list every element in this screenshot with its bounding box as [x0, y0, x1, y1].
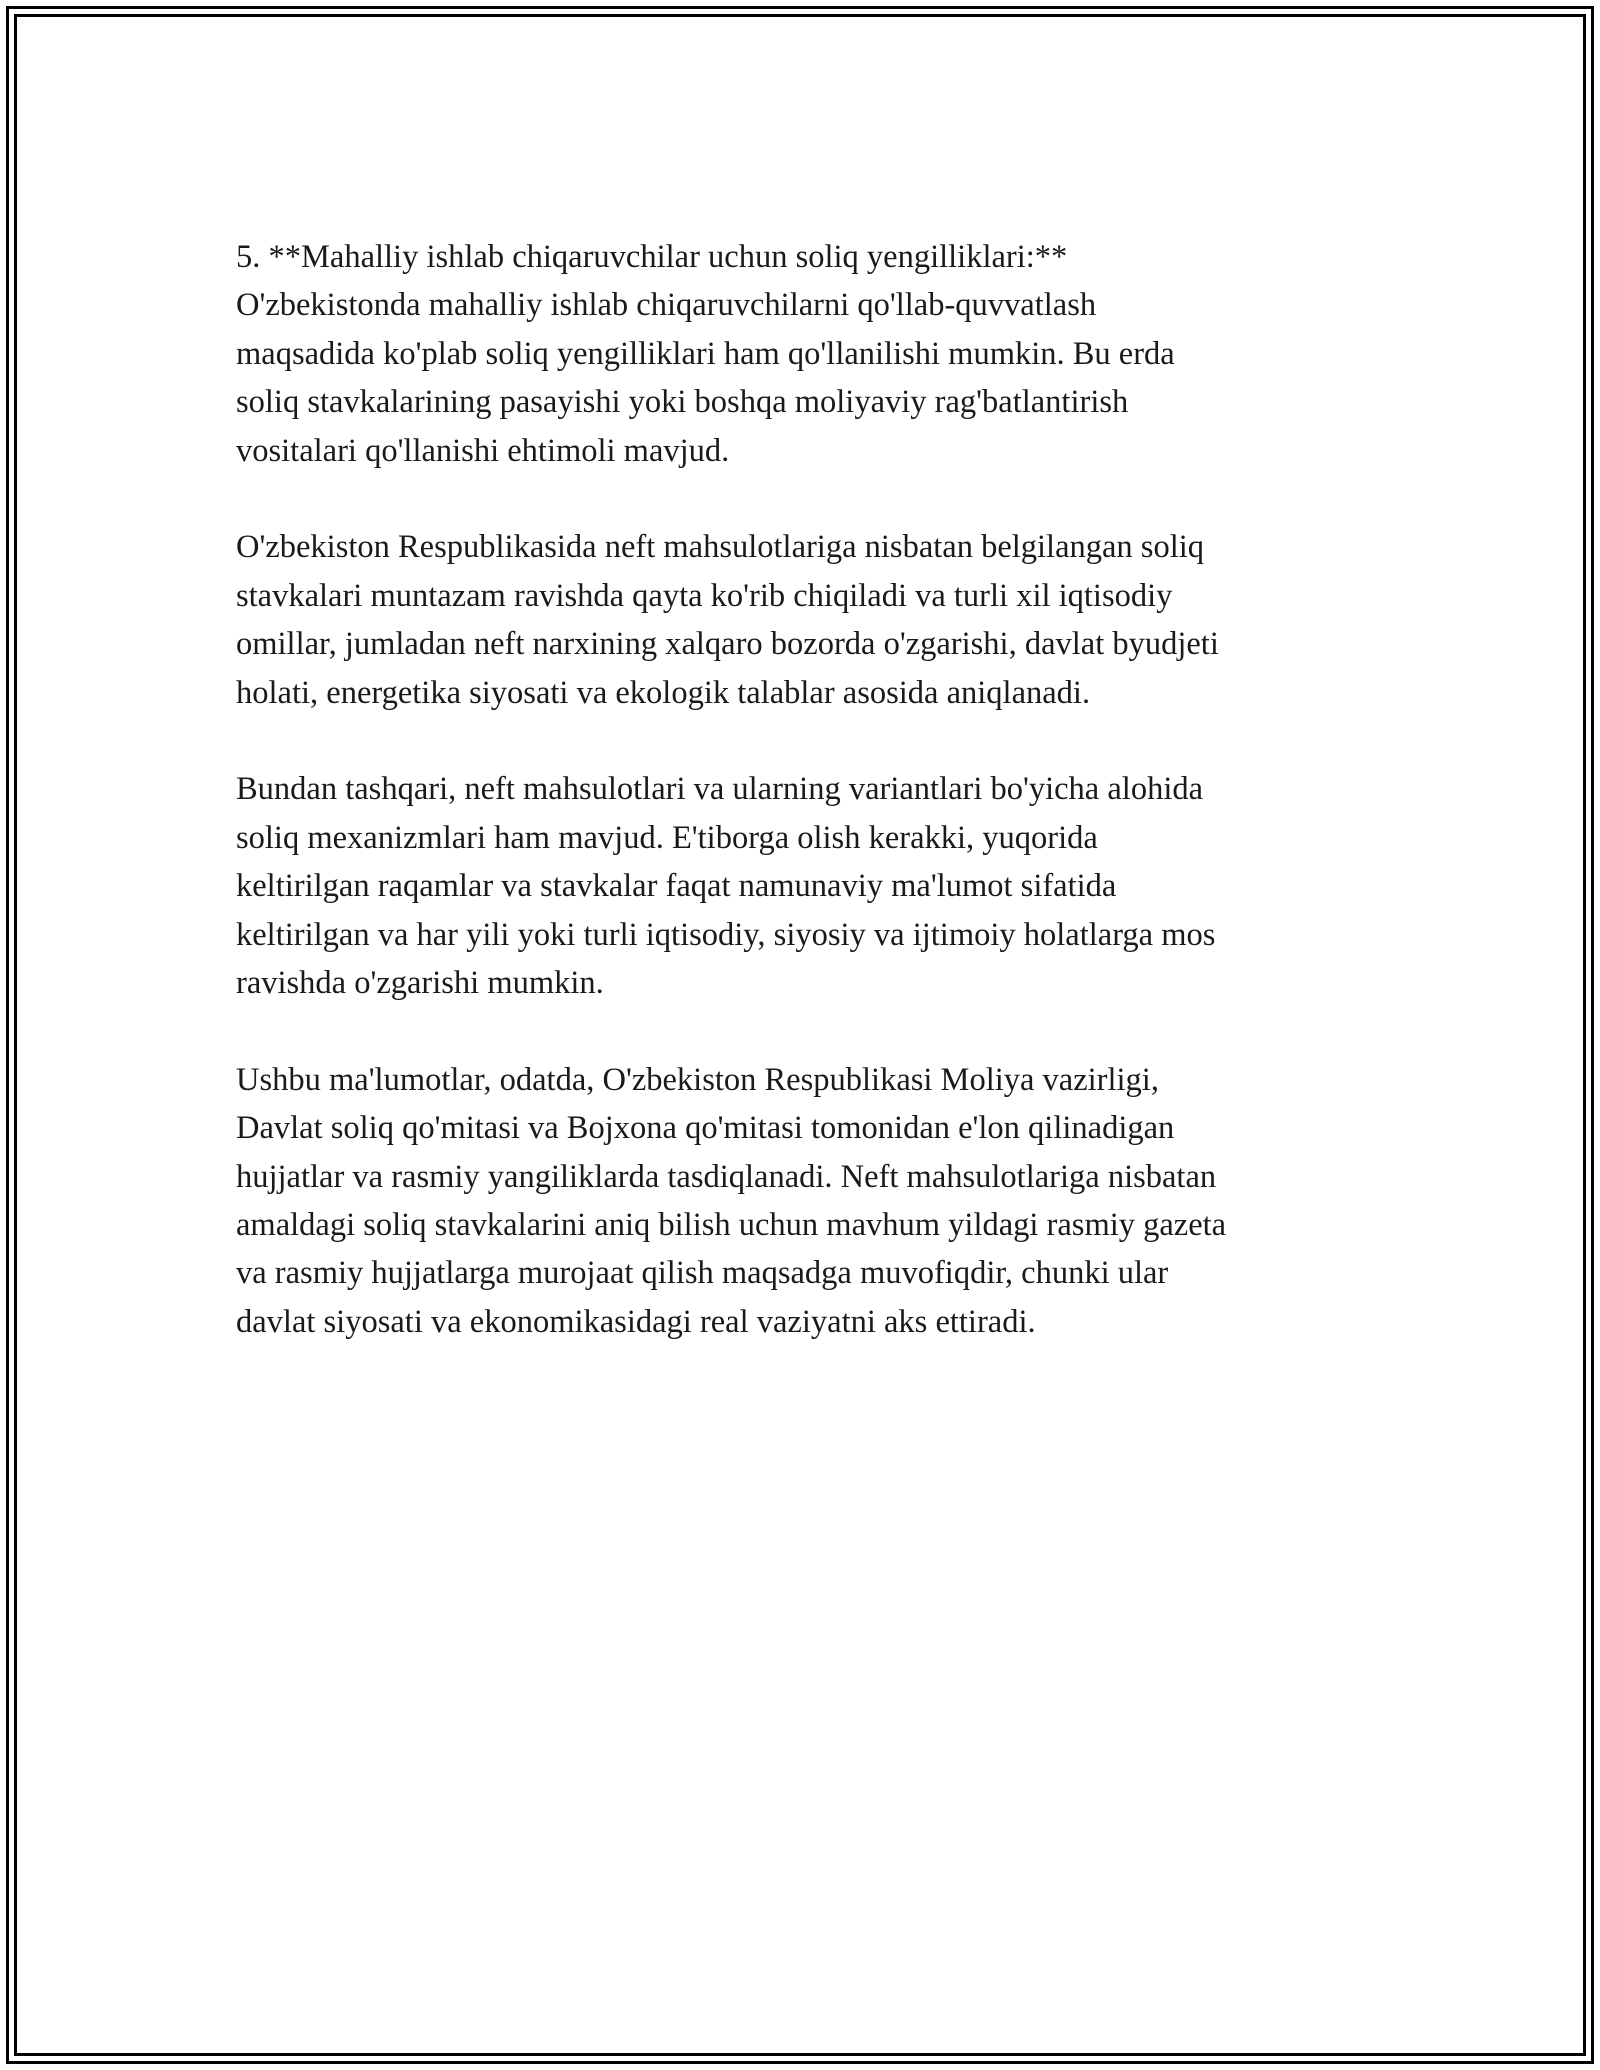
text-line: holati, energetika siyosati va ekologik talablar asosida aniqlanadi.	[236, 674, 1091, 711]
text-line: va rasmiy hujjatlarga murojaat qilish maqsadga muvofiqdir, chunki ular	[236, 1255, 1169, 1292]
paragraph-tax-mechanisms	[236, 765, 1376, 1007]
paragraph-tax-relief	[236, 233, 1376, 475]
text-line: omillar, jumladan neft narxining xalqaro bozorda o'zgarishi, davlat byudjeti	[236, 626, 1219, 663]
text-line: 5. **Mahalliy ishlab chiqaruvchilar uchun soliq yengilliklari:**	[236, 239, 1068, 275]
paragraph-official-sources	[236, 1056, 1376, 1346]
text-line: soliq mexanizmlari ham mavjud. E'tiborga olish kerakki, yuqorida	[236, 819, 1098, 856]
text-line: hujjatlar va rasmiy yangiliklarda tasdiqlanadi. Neft mahsulotlariga nisbatan	[236, 1158, 1217, 1195]
text-line: vositalari qo'llanishi ehtimoli mavjud.	[236, 432, 730, 469]
text-line: O'zbekistonda mahalliy ishlab chiqaruvchilarni qo'llab-quvvatlash	[236, 287, 1097, 324]
text-line: amaldagi soliq stavkalarini aniq bilish uchun mavhum yildagi rasmiy gazeta	[236, 1207, 1227, 1244]
text-line: Davlat soliq qo'mitasi va Bojxona qo'mitasi tomonidan e'lon qilinadigan	[236, 1110, 1175, 1147]
document-body	[236, 233, 1376, 1395]
text-line: soliq stavkalarining pasayishi yoki boshqa moliyaviy rag'batlantirish	[236, 384, 1129, 421]
paragraph-tax-rates	[236, 523, 1376, 717]
text-line: keltirilgan raqamlar va stavkalar faqat namunaviy ma'lumot sifatida	[236, 868, 1117, 905]
text-line: stavkalari muntazam ravishda qayta ko'rib chiqiladi va turli xil iqtisodiy	[236, 577, 1173, 614]
text-line: maqsadida ko'plab soliq yengilliklari ham qo'llanilishi mumkin. Bu erda	[236, 335, 1175, 372]
text-line: Bundan tashqari, neft mahsulotlari va ularning variantlari bo'yicha alohida	[236, 771, 1204, 808]
text-line: davlat siyosati va ekonomikasidagi real vaziyatni aks ettiradi.	[236, 1303, 1036, 1340]
text-line: ravishda o'zgarishi mumkin.	[236, 965, 604, 1002]
text-line: O'zbekiston Respublikasida neft mahsulotlariga nisbatan belgilangan soliq	[236, 529, 1205, 566]
text-line: Ushbu ma'lumotlar, odatda, O'zbekiston Respublikasi Moliya vazirligi,	[236, 1061, 1159, 1098]
text-line: keltirilgan va har yili yoki turli iqtisodiy, siyosiy va ijtimoiy holatlarga mos	[236, 916, 1216, 953]
